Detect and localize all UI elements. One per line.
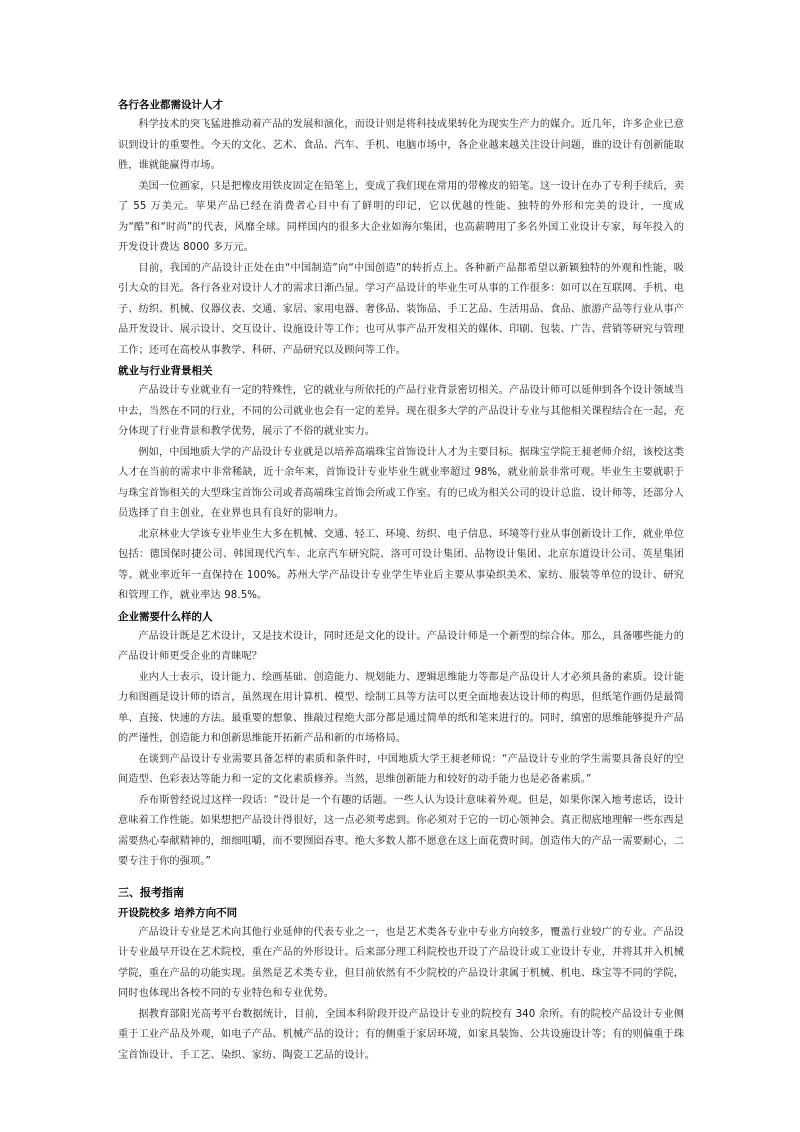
paragraph: 产品设计既是艺术设计，又是技术设计，同时还是文化的设计。产品设计师是一个新型的综合体。那么，具备哪些能力的产品设计师更受企业的青睐呢？	[118, 630, 684, 662]
paragraph: 产品设计专业就业有一定的特殊性，它的就业与所依托的产品行业背景密切相关。产品设计师可以延伸到各个设计领域当中去，当然在不同的行业，不同的公司就业也会有一定的差异。现在很多大学的产品设计专业与其他相关课程结合在一起，充分体现了行业背景和教学优势，展示了不俗的就业实力。	[118, 385, 684, 437]
paragraph: 在谈到产品设计专业需要具备怎样的素质和条件时，中国地质大学王昶老师说：“产品设计专业的学生需要具备良好的空间造型、色彩表达等能力和一定的文化素质修养。当然，思维创新能力和较好的动手能力也是必备素质。”	[118, 753, 684, 785]
heading-employment: 就业与行业背景相关	[118, 365, 213, 377]
paragraph: 美国一位画家，只是把橡皮用铁皮固定在铅笔上，变成了我们现在常用的带橡皮的铅笔。这一设计在办了专利手续后，卖了 55 万美元。苹果产品已经在消费者心目中有了鲜明的印记，它以优越的性能、独特的外形和完美的设计，一度成为“酷”和“时尚”的代表，风靡全球。同样国内的很多大企业如海尔集团，也高薪聘用了多名外国工业设计专家，每年投入的开发设计费达 8000 多万元。	[118, 180, 684, 253]
paragraph: 乔布斯曾经说过这样一段话：“设计是一个有趣的话题。一些人认为设计意味着外观。但是，如果你深入地考虑话，设计意味着工作性能。如果想把产品设计得很好，这一点必须考虑到。你必须对于它的一切心领神会。真正彻底地理解一些东西是需要热心奉献精神的，细细咀嚼，而不要囫囵吞枣。绝大多数人都不愿意在这上面花费时间。创造伟大的产品一需要耐心，二要专注于你的强项。”	[118, 794, 684, 867]
paragraph: 据教育部阳光高考平台数据统计，目前，全国本科阶段开设产品设计专业的院校有 340 余所。有的院校产品设计专业侧重于工业产品及外观，如电子产品、机械产品的设计；有的侧重于家居环境，如家具装饰、公共设施设计等；有的则偏重于珠宝首饰设计、手工艺、染织、家纺、陶瓷工艺品的设计。	[118, 1008, 684, 1061]
heading-many-schools: 开设院校多 培养方向不同	[118, 906, 238, 919]
paragraph: 业内人士表示，设计能力、绘画基础、创造能力、规划能力、逻辑思维能力等都是产品设计人才必须具备的素质。设计能力和图画是设计师的语言，虽然现在用计算机、模型、绘制工具等方法可以更全面地表达设计师的构思，但纸笔作画仍是最简单、直接、快速的方法。最重要的想象、推敲过程绝大部分都是通过简单的纸和笔来进行的。同时，缜密的思维能够提升产品的严谨性，创造能力和创新思维能开拓新产品和新的市场格局。	[118, 671, 684, 744]
paragraph: 科学技术的突飞猛进推动着产品的发展和演化，而设计则是将科技成果转化为现实生产力的媒介。近几年，许多企业已意识到设计的重要性。今天的文化、艺术、食品、汽车、手机、电脑市场中，各企业越来越关注设计问题，谁的设计有创新能取胜，谁就能赢得市场。	[118, 119, 684, 171]
heading-all-industries: 各行各业都需设计人才	[118, 99, 223, 111]
paragraph: 例如，中国地质大学的产品设计专业就是以培养高端珠宝首饰设计人才为主要目标。据珠宝学院王昶老师介绍，该校这类人才在当前的需求中非常稀缺，近十余年来，首饰设计专业毕业生就业率超过 98%，就业前景非常可观。毕业生主要就职于与珠宝首饰相关的大型珠宝首饰公司或者高端珠宝首饰会所或工作室。有的已成为相关公司的设计总监、设计师等，还部分人员选择了自主创业，在业界也具有良好的影响力。	[118, 446, 684, 519]
paragraph: 目前，我国的产品设计正处在由“中国制造”向“中国创造”的转折点上。各种新产品都希望以新颖独特的外观和性能，吸引大众的目光。各行各业对设计人才的需求日渐凸显。学习产品设计的毕业生可从事的工作很多：如可以在互联网、手机、电子、纺织、机械、仪器仪表、交通、家居、家用电器、奢侈品、装饰品、手工艺品、生活用品、食品、旅游产品等行业从事产品开发设计、展示设计、交互设计、设施设计等工作；也可从事产品开发相关的媒体、印刷、包装、广告、营销等研究与管理工作；还可在高校从事教学、科研、产品研究以及顾问等工作。	[118, 262, 684, 356]
paragraph: 产品设计专业是艺术向其他行业延伸的代表专业之一，也是艺术类各专业中专业方向较多，覆盖行业较广的专业。产品设计专业最早开设在艺术院校，重在产品的外形设计。后来部分理工科院校也开设了产品设计或工业设计专业，并将其并入机械学院，重在产品的功能实现。虽然是艺术类专业，但目前依然有不少院校的产品设计隶属于机械、机电、珠宝等不同的学院，同时也体现出各校不同的专业特色和专业优势。	[118, 926, 684, 999]
document-page	[118, 95, 684, 1066]
paragraph: 北京林业大学该专业毕业生大多在机械、交通、轻工、环境、纺织、电子信息、环境等行业从事创新设计工作，就业单位包括：德国保时捷公司、韩国现代汽车、北京汽车研究院、洛可可设计集团、品物设计集团、北京东道设计公司、英星集团等。就业率近年一直保持在 100%。苏州大学产品设计专业学生毕业后主要从事染织美术、家纺、服装等单位的设计、研究和管理工作，就业率达 98.5%。	[118, 528, 684, 601]
heading-enterprise-needs: 企业需要什么样的人	[118, 610, 213, 623]
section-title-application-guide: 三、报考指南	[118, 885, 184, 899]
